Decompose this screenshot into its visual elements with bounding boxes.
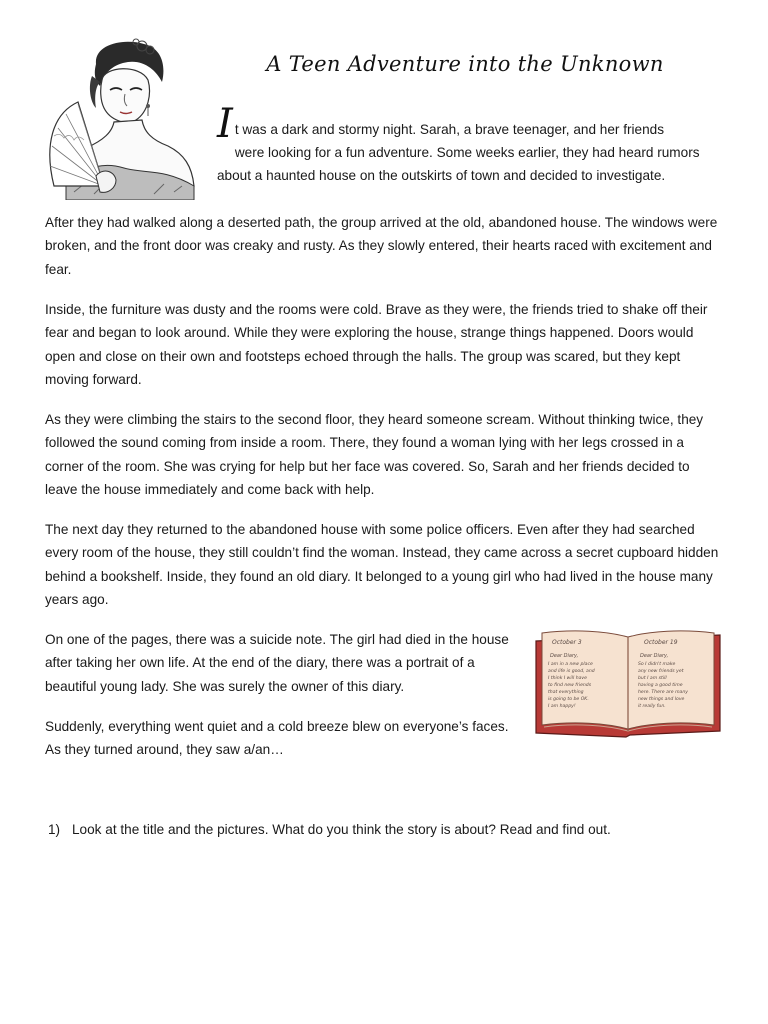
question-text: Look at the title and the pictures. What do you think the story is about? Read and find out.: [72, 822, 611, 837]
intro-paragraph: [217, 101, 717, 187]
diary-left-line: to find new friends: [548, 683, 592, 688]
diary-right-line: new things and love: [638, 697, 685, 702]
question-1: [48, 822, 738, 837]
diary-left-line: that everything: [548, 690, 584, 695]
diary-left-heading: October 3: [552, 639, 582, 646]
open-diary-illustration: [534, 627, 722, 739]
paragraph-arrival: After they had walked along a deserted path, the group arrived at the old, abandoned house. The windows were broken, and the front door was creaky and rusty. As they slowly entered, their hearts raced with excitement and fear.: [45, 215, 718, 277]
paragraph-ending: Suddenly, everything went quiet and a cold breeze blew on everyone’s faces. As they turned around, they saw a/an…: [45, 719, 509, 758]
diary-left-line: and life is good, and: [548, 669, 595, 674]
diary-right-line: here. There are many: [638, 690, 689, 695]
paragraph-suicide-note: On one of the pages, there was a suicide note. The girl had died in the house after taking her own life. At the end of the diary, there was a portrait of a beautiful young lady. She was surely the owner of this diary.: [45, 632, 509, 694]
diary-left-line: I think I will have: [548, 676, 587, 681]
diary-right-line: it really fun.: [638, 704, 666, 709]
paragraph-scream: As they were climbing the stairs to the second floor, they heard someone scream. Without thinking twice, they followed the sound coming from inside a room. There, they found a woman lying with her legs crossed in a corner of the room. She was crying for help but her face was covered. So, Sarah and her friends decided to leave the house immediately and come back with help.: [45, 412, 704, 498]
diary-left-greeting: Dear Diary,: [550, 653, 579, 659]
diary-left-line: I am happy!: [548, 704, 576, 709]
diary-right-line: but I am still: [638, 676, 667, 681]
diary-left-line: is going to be OK.: [548, 697, 589, 702]
woman-with-fan-illustration: [44, 36, 206, 200]
diary-right-line: any new friends yet: [638, 669, 684, 674]
story-title: A Teen Adventure into the Unknown: [266, 52, 664, 76]
intro-first-line: t was a dark and stormy night. Sarah, a brave teenager, and her friends: [234, 122, 665, 137]
diary-left-line: I am in a new place: [548, 662, 593, 667]
diary-right-heading: October 19: [644, 639, 678, 646]
question-number: 1): [48, 822, 61, 837]
paragraph-next-day: The next day they returned to the abandoned house with some police officers. Even after they had searched every room of the house, they still couldn’t find the woman. Instead, they came across a secret cupboard hidden behind a bookshelf. Inside, they found an old diary. It belonged to a young girl who had lived in the house many years ago.: [45, 522, 719, 608]
diary-right-line: So I didn't make: [638, 662, 676, 667]
diary-right-line: having a good time: [638, 683, 683, 688]
diary-right-greeting: Dear Diary,: [640, 653, 669, 659]
paragraph-inside: Inside, the furniture was dusty and the rooms were cold. Brave as they were, the friends tried to shake off their fear and began to look around. While they were exploring the house, strange things happened. Doors would open and close on their own and footsteps echoed through the halls. The group was scared, but they kept moving forward.: [45, 302, 708, 388]
drop-cap: I: [217, 101, 233, 147]
intro-rest: were looking for a fun adventure. Some weeks earlier, they had heard rumors about a haunted house on the outskirts of town and decided to investigate.: [217, 145, 700, 183]
